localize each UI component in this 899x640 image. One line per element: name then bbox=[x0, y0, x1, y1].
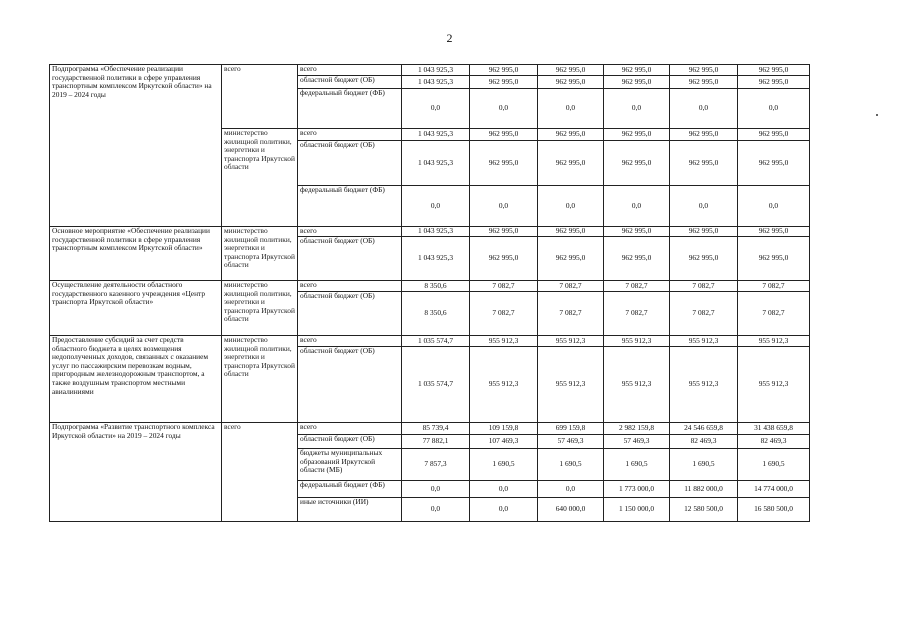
amount-cell: 31 438 659,8 bbox=[738, 423, 810, 435]
amount-cell: 962 995,0 bbox=[470, 65, 538, 76]
amount-cell: 962 995,0 bbox=[670, 76, 738, 89]
funding-source-cell: бюджеты муниципальных образований Иркутской области (МБ) bbox=[298, 449, 402, 481]
stray-mark bbox=[876, 114, 878, 116]
amount-cell: 0,0 bbox=[538, 186, 604, 227]
amount-cell: 962 995,0 bbox=[538, 76, 604, 89]
amount-cell: 1 035 574,7 bbox=[402, 336, 470, 347]
amount-cell: 57 469,3 bbox=[538, 435, 604, 449]
amount-cell: 7 082,7 bbox=[470, 281, 538, 292]
amount-cell: 962 995,0 bbox=[604, 76, 670, 89]
amount-cell: 1 690,5 bbox=[738, 449, 810, 481]
amount-cell: 955 912,3 bbox=[470, 336, 538, 347]
funding-source-cell: всего bbox=[298, 281, 402, 292]
amount-cell: 0,0 bbox=[670, 186, 738, 227]
amount-cell: 699 159,8 bbox=[538, 423, 604, 435]
program-name-cell: Подпрограмма «Обеспечение реализации государственной политики в сфере управления транспортным комплексом Иркутской области» на 2019 – 2024 годы bbox=[50, 65, 222, 227]
amount-cell: 955 912,3 bbox=[604, 336, 670, 347]
amount-cell: 82 469,3 bbox=[738, 435, 810, 449]
amount-cell: 0,0 bbox=[402, 481, 470, 498]
program-name-cell: Основное мероприятие «Обеспечение реализации государственной политики в сфере управления транспортным комплексом Иркутской области» bbox=[50, 227, 222, 281]
amount-cell: 7 082,7 bbox=[604, 292, 670, 336]
funding-source-cell: областной бюджет (ОБ) bbox=[298, 76, 402, 89]
financing-table bbox=[49, 64, 810, 522]
funding-source-cell: всего bbox=[298, 336, 402, 347]
amount-cell: 962 995,0 bbox=[738, 65, 810, 76]
amount-cell: 7 082,7 bbox=[470, 292, 538, 336]
amount-cell: 962 995,0 bbox=[538, 129, 604, 141]
program-name-cell: Подпрограмма «Развитие транспортного комплекса Иркутской области» на 2019 – 2024 годы bbox=[50, 423, 222, 522]
amount-cell: 77 882,1 bbox=[402, 435, 470, 449]
amount-cell: 962 995,0 bbox=[604, 141, 670, 186]
amount-cell: 955 912,3 bbox=[470, 347, 538, 423]
amount-cell: 1 773 000,0 bbox=[604, 481, 670, 498]
funding-source-cell: иные источники (ИИ) bbox=[298, 498, 402, 522]
amount-cell: 962 995,0 bbox=[604, 129, 670, 141]
amount-cell: 7 082,7 bbox=[670, 292, 738, 336]
amount-cell: 955 912,3 bbox=[670, 347, 738, 423]
page-number: 2 bbox=[446, 31, 453, 45]
amount-cell: 1 690,5 bbox=[470, 449, 538, 481]
amount-cell: 1 690,5 bbox=[670, 449, 738, 481]
funding-source-cell: областной бюджет (ОБ) bbox=[298, 237, 402, 281]
amount-cell: 962 995,0 bbox=[470, 141, 538, 186]
amount-cell: 955 912,3 bbox=[538, 336, 604, 347]
amount-cell: 82 469,3 bbox=[670, 435, 738, 449]
executor-cell: министерство жилищной политики, энергетики и транспорта Иркутской области bbox=[222, 227, 298, 281]
amount-cell: 1 043 925,3 bbox=[402, 237, 470, 281]
amount-cell: 962 995,0 bbox=[470, 76, 538, 89]
amount-cell: 0,0 bbox=[738, 186, 810, 227]
amount-cell: 962 995,0 bbox=[670, 227, 738, 237]
table-row bbox=[50, 336, 810, 347]
amount-cell: 962 995,0 bbox=[470, 227, 538, 237]
amount-cell: 109 159,8 bbox=[470, 423, 538, 435]
amount-cell: 0,0 bbox=[604, 186, 670, 227]
amount-cell: 1 690,5 bbox=[538, 449, 604, 481]
amount-cell: 955 912,3 bbox=[738, 347, 810, 423]
amount-cell: 7 082,7 bbox=[538, 281, 604, 292]
amount-cell: 24 546 659,8 bbox=[670, 423, 738, 435]
amount-cell: 1 043 925,3 bbox=[402, 65, 470, 76]
amount-cell: 1 043 925,3 bbox=[402, 129, 470, 141]
amount-cell: 57 469,3 bbox=[604, 435, 670, 449]
executor-cell: министерство жилищной политики, энергетики и транспорта Иркутской области bbox=[222, 336, 298, 423]
amount-cell: 1 035 574,7 bbox=[402, 347, 470, 423]
funding-source-cell: всего bbox=[298, 423, 402, 435]
executor-cell: всего bbox=[222, 65, 298, 129]
executor-cell: министерство жилищной политики, энергетики и транспорта Иркутской области bbox=[222, 129, 298, 227]
amount-cell: 85 739,4 bbox=[402, 423, 470, 435]
amount-cell: 962 995,0 bbox=[738, 129, 810, 141]
amount-cell: 0,0 bbox=[738, 89, 810, 129]
amount-cell: 1 043 925,3 bbox=[402, 76, 470, 89]
amount-cell: 14 774 000,0 bbox=[738, 481, 810, 498]
amount-cell: 962 995,0 bbox=[604, 237, 670, 281]
amount-cell: 7 082,7 bbox=[670, 281, 738, 292]
amount-cell: 0,0 bbox=[670, 89, 738, 129]
amount-cell: 955 912,3 bbox=[538, 347, 604, 423]
executor-cell: министерство жилищной политики, энергетики и транспорта Иркутской области bbox=[222, 281, 298, 336]
amount-cell: 2 982 159,8 bbox=[604, 423, 670, 435]
amount-cell: 7 082,7 bbox=[738, 281, 810, 292]
amount-cell: 962 995,0 bbox=[604, 227, 670, 237]
amount-cell: 962 995,0 bbox=[470, 237, 538, 281]
amount-cell: 962 995,0 bbox=[604, 65, 670, 76]
executor-cell: всего bbox=[222, 423, 298, 522]
amount-cell: 0,0 bbox=[402, 498, 470, 522]
amount-cell: 7 082,7 bbox=[604, 281, 670, 292]
amount-cell: 0,0 bbox=[538, 481, 604, 498]
amount-cell: 962 995,0 bbox=[670, 141, 738, 186]
amount-cell: 1 043 925,3 bbox=[402, 141, 470, 186]
amount-cell: 8 350,6 bbox=[402, 292, 470, 336]
program-name-cell: Осуществление деятельности областного государственного казенного учреждения «Центр транспорта Иркутской области» bbox=[50, 281, 222, 336]
amount-cell: 962 995,0 bbox=[538, 227, 604, 237]
amount-cell: 962 995,0 bbox=[670, 129, 738, 141]
amount-cell: 0,0 bbox=[470, 89, 538, 129]
amount-cell: 7 082,7 bbox=[738, 292, 810, 336]
amount-cell: 1 150 000,0 bbox=[604, 498, 670, 522]
amount-cell: 0,0 bbox=[538, 89, 604, 129]
amount-cell: 1 690,5 bbox=[604, 449, 670, 481]
amount-cell: 962 995,0 bbox=[738, 76, 810, 89]
amount-cell: 962 995,0 bbox=[470, 129, 538, 141]
funding-source-cell: федеральный бюджет (ФБ) bbox=[298, 89, 402, 129]
amount-cell: 955 912,3 bbox=[604, 347, 670, 423]
program-name-cell: Предоставление субсидий за счет средств областного бюджета в целях возмещения недополученных доходов, связанных с оказанием услуг по пассажирским перевозкам водным, пригородным железнодорожным транспортом, а также воздушным транспортом местными авиалиниями bbox=[50, 336, 222, 423]
amount-cell: 962 995,0 bbox=[670, 237, 738, 281]
amount-cell: 1 043 925,3 bbox=[402, 227, 470, 237]
funding-source-cell: всего bbox=[298, 227, 402, 237]
amount-cell: 0,0 bbox=[470, 498, 538, 522]
amount-cell: 0,0 bbox=[604, 89, 670, 129]
funding-source-cell: всего bbox=[298, 65, 402, 76]
table-body bbox=[50, 65, 810, 522]
table-row bbox=[50, 65, 810, 76]
amount-cell: 0,0 bbox=[402, 89, 470, 129]
funding-source-cell: областной бюджет (ОБ) bbox=[298, 347, 402, 423]
funding-source-cell: всего bbox=[298, 129, 402, 141]
amount-cell: 640 000,0 bbox=[538, 498, 604, 522]
amount-cell: 962 995,0 bbox=[738, 141, 810, 186]
amount-cell: 12 580 500,0 bbox=[670, 498, 738, 522]
funding-source-cell: областной бюджет (ОБ) bbox=[298, 292, 402, 336]
amount-cell: 8 350,6 bbox=[402, 281, 470, 292]
amount-cell: 962 995,0 bbox=[670, 65, 738, 76]
amount-cell: 0,0 bbox=[470, 481, 538, 498]
funding-source-cell: областной бюджет (ОБ) bbox=[298, 435, 402, 449]
funding-source-cell: федеральный бюджет (ФБ) bbox=[298, 481, 402, 498]
table-row bbox=[50, 227, 810, 237]
amount-cell: 7 082,7 bbox=[538, 292, 604, 336]
funding-source-cell: федеральный бюджет (ФБ) bbox=[298, 186, 402, 227]
amount-cell: 7 857,3 bbox=[402, 449, 470, 481]
amount-cell: 16 580 500,0 bbox=[738, 498, 810, 522]
amount-cell: 962 995,0 bbox=[538, 141, 604, 186]
amount-cell: 962 995,0 bbox=[538, 65, 604, 76]
amount-cell: 107 469,3 bbox=[470, 435, 538, 449]
amount-cell: 955 912,3 bbox=[738, 336, 810, 347]
amount-cell: 11 882 000,0 bbox=[670, 481, 738, 498]
amount-cell: 962 995,0 bbox=[538, 237, 604, 281]
amount-cell: 0,0 bbox=[470, 186, 538, 227]
funding-source-cell: областной бюджет (ОБ) bbox=[298, 141, 402, 186]
amount-cell: 962 995,0 bbox=[738, 237, 810, 281]
amount-cell: 955 912,3 bbox=[670, 336, 738, 347]
table-row bbox=[50, 281, 810, 292]
amount-cell: 962 995,0 bbox=[738, 227, 810, 237]
amount-cell: 0,0 bbox=[402, 186, 470, 227]
table-row bbox=[50, 423, 810, 435]
